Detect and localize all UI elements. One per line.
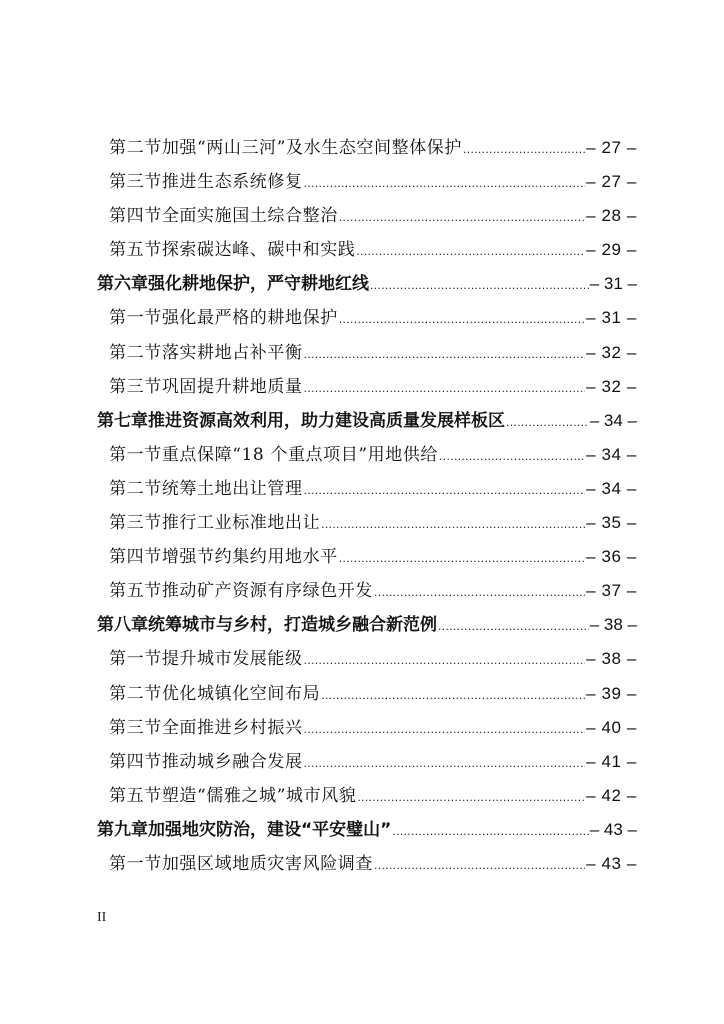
toc-entry-section[interactable] bbox=[97, 374, 637, 408]
section-number: 第一节 bbox=[109, 444, 162, 465]
dot-leader bbox=[321, 682, 585, 708]
section-number: 第四节 bbox=[109, 547, 162, 568]
dot-leader bbox=[304, 375, 586, 401]
dot-leader bbox=[374, 579, 585, 605]
dot-leader bbox=[438, 613, 589, 639]
page-number: – 31 – bbox=[589, 274, 637, 294]
toc-entry-section[interactable] bbox=[97, 510, 637, 544]
toc-entry-section[interactable] bbox=[97, 715, 637, 749]
table-of-contents bbox=[97, 135, 637, 885]
dot-leader bbox=[304, 647, 586, 673]
page-number: – 32 – bbox=[586, 376, 637, 396]
dot-leader bbox=[506, 409, 589, 435]
chapter-number: 第七章 bbox=[97, 410, 148, 431]
dot-leader bbox=[304, 477, 586, 503]
page-number: – 34 – bbox=[586, 478, 637, 498]
page-number: – 27 – bbox=[586, 172, 637, 192]
toc-entry-chapter[interactable] bbox=[97, 408, 637, 442]
entry-title: 强化耕地保护，严守耕地红线 bbox=[148, 274, 369, 295]
toc-entry-section[interactable] bbox=[97, 783, 637, 817]
section-number: 第二节 bbox=[109, 342, 162, 363]
page-number: – 39 – bbox=[586, 683, 637, 703]
page-number: – 38 – bbox=[589, 615, 637, 635]
dot-leader bbox=[304, 341, 586, 367]
section-number: 第五节 bbox=[109, 581, 162, 602]
dot-leader bbox=[370, 272, 589, 298]
entry-title: 塑造“儒雅之城”城市风貌 bbox=[161, 785, 357, 806]
chapter-number: 第八章 bbox=[97, 615, 148, 636]
toc-entry-chapter[interactable] bbox=[97, 612, 637, 646]
entry-title: 全面推进乡村振兴 bbox=[161, 717, 303, 738]
section-number: 第二节 bbox=[109, 478, 162, 499]
entry-title: 重点保障“18 个重点项目”用地供给 bbox=[161, 444, 439, 465]
page-folio: II bbox=[97, 910, 107, 925]
entry-title: 加强区域地质灾害风险调查 bbox=[161, 853, 374, 874]
dot-leader bbox=[439, 443, 585, 469]
toc-entry-section[interactable] bbox=[97, 169, 637, 203]
page-number: – 31 – bbox=[586, 308, 637, 328]
page-number: – 27 – bbox=[586, 138, 637, 157]
entry-title: 探索碳达峰、碳中和实践 bbox=[161, 240, 356, 261]
toc-entry-section[interactable] bbox=[97, 203, 637, 237]
dot-leader bbox=[339, 306, 585, 332]
entry-title: 加强“两山三河”及水生态空间整体保护 bbox=[161, 138, 462, 158]
entry-title: 优化城镇化空间布局 bbox=[161, 683, 321, 704]
dot-leader bbox=[339, 545, 585, 571]
toc-entry-section[interactable] bbox=[97, 237, 637, 271]
toc-entry-section[interactable] bbox=[97, 340, 637, 374]
page-number: – 43 – bbox=[589, 819, 637, 839]
toc-entry-section[interactable] bbox=[97, 544, 637, 578]
entry-title: 落实耕地占补平衡 bbox=[161, 342, 303, 363]
dot-leader bbox=[374, 852, 585, 878]
section-number: 第三节 bbox=[109, 172, 162, 193]
page-number: – 28 – bbox=[586, 206, 637, 226]
entry-title: 推动矿产资源有序绿色开发 bbox=[161, 581, 374, 602]
entry-title: 统筹城市与乡村，打造城乡融合新范例 bbox=[148, 615, 437, 636]
entry-title: 统筹土地出让管理 bbox=[161, 478, 303, 499]
entry-title: 强化最严格的耕地保护 bbox=[161, 308, 338, 329]
toc-entry-chapter[interactable] bbox=[97, 271, 637, 305]
section-number: 第三节 bbox=[109, 376, 162, 397]
section-number: 第四节 bbox=[109, 751, 162, 772]
page-number: – 32 – bbox=[586, 342, 637, 362]
dot-leader bbox=[304, 750, 586, 776]
page-number: – 40 – bbox=[586, 717, 637, 737]
dot-leader bbox=[304, 716, 586, 742]
section-number: 第四节 bbox=[109, 206, 162, 227]
page-number: – 42 – bbox=[586, 785, 637, 805]
dot-leader bbox=[339, 204, 585, 230]
page-number: – 29 – bbox=[586, 240, 637, 260]
section-number: 第三节 bbox=[109, 513, 162, 534]
chapter-number: 第六章 bbox=[97, 274, 148, 295]
toc-entry-section[interactable] bbox=[97, 135, 637, 169]
toc-entry-section[interactable] bbox=[97, 646, 637, 680]
entry-title: 加强地灾防治，建设“平安璧山” bbox=[148, 819, 392, 840]
page-number: – 37 – bbox=[586, 581, 637, 601]
page-number: – 43 – bbox=[586, 853, 637, 873]
entry-title: 推动城乡融合发展 bbox=[161, 751, 303, 772]
section-number: 第三节 bbox=[109, 717, 162, 738]
section-number: 第二节 bbox=[109, 683, 162, 704]
toc-entry-section[interactable] bbox=[97, 851, 637, 885]
page-number: – 35 – bbox=[586, 513, 637, 533]
entry-title: 提升城市发展能级 bbox=[161, 649, 303, 670]
dot-leader bbox=[321, 511, 585, 537]
section-number: 第一节 bbox=[109, 308, 162, 329]
entry-title: 增强节约集约用地水平 bbox=[161, 547, 338, 568]
dot-leader bbox=[357, 784, 585, 810]
section-number: 第一节 bbox=[109, 853, 162, 874]
entry-title: 推进资源高效利用，助力建设高质量发展样板区 bbox=[148, 410, 505, 431]
entry-title: 全面实施国土综合整治 bbox=[161, 206, 338, 227]
dot-leader bbox=[392, 818, 588, 844]
page-number: – 34 – bbox=[586, 444, 637, 464]
toc-entry-section[interactable] bbox=[97, 578, 637, 612]
toc-entry-section[interactable] bbox=[97, 476, 637, 510]
section-number: 第一节 bbox=[109, 649, 162, 670]
entry-title: 推进生态系统修复 bbox=[161, 172, 303, 193]
toc-entry-section[interactable] bbox=[97, 305, 637, 339]
chapter-number: 第九章 bbox=[97, 819, 148, 840]
entry-title: 推行工业标准地出让 bbox=[161, 513, 321, 534]
toc-entry-section[interactable] bbox=[97, 681, 637, 715]
page-number: – 41 – bbox=[586, 751, 637, 771]
section-number: 第五节 bbox=[109, 785, 162, 806]
toc-entry-section[interactable] bbox=[97, 442, 637, 476]
page-number: – 34 – bbox=[589, 410, 637, 430]
toc-entry-chapter[interactable] bbox=[97, 817, 637, 851]
dot-leader bbox=[356, 238, 585, 264]
page-number: – 38 – bbox=[586, 649, 637, 669]
toc-entry-section[interactable] bbox=[97, 749, 637, 783]
section-number: 第五节 bbox=[109, 240, 162, 261]
dot-leader bbox=[463, 136, 585, 162]
page-number: – 36 – bbox=[586, 547, 637, 567]
section-number: 第二节 bbox=[109, 138, 162, 158]
entry-title: 巩固提升耕地质量 bbox=[161, 376, 303, 397]
dot-leader bbox=[304, 170, 586, 196]
